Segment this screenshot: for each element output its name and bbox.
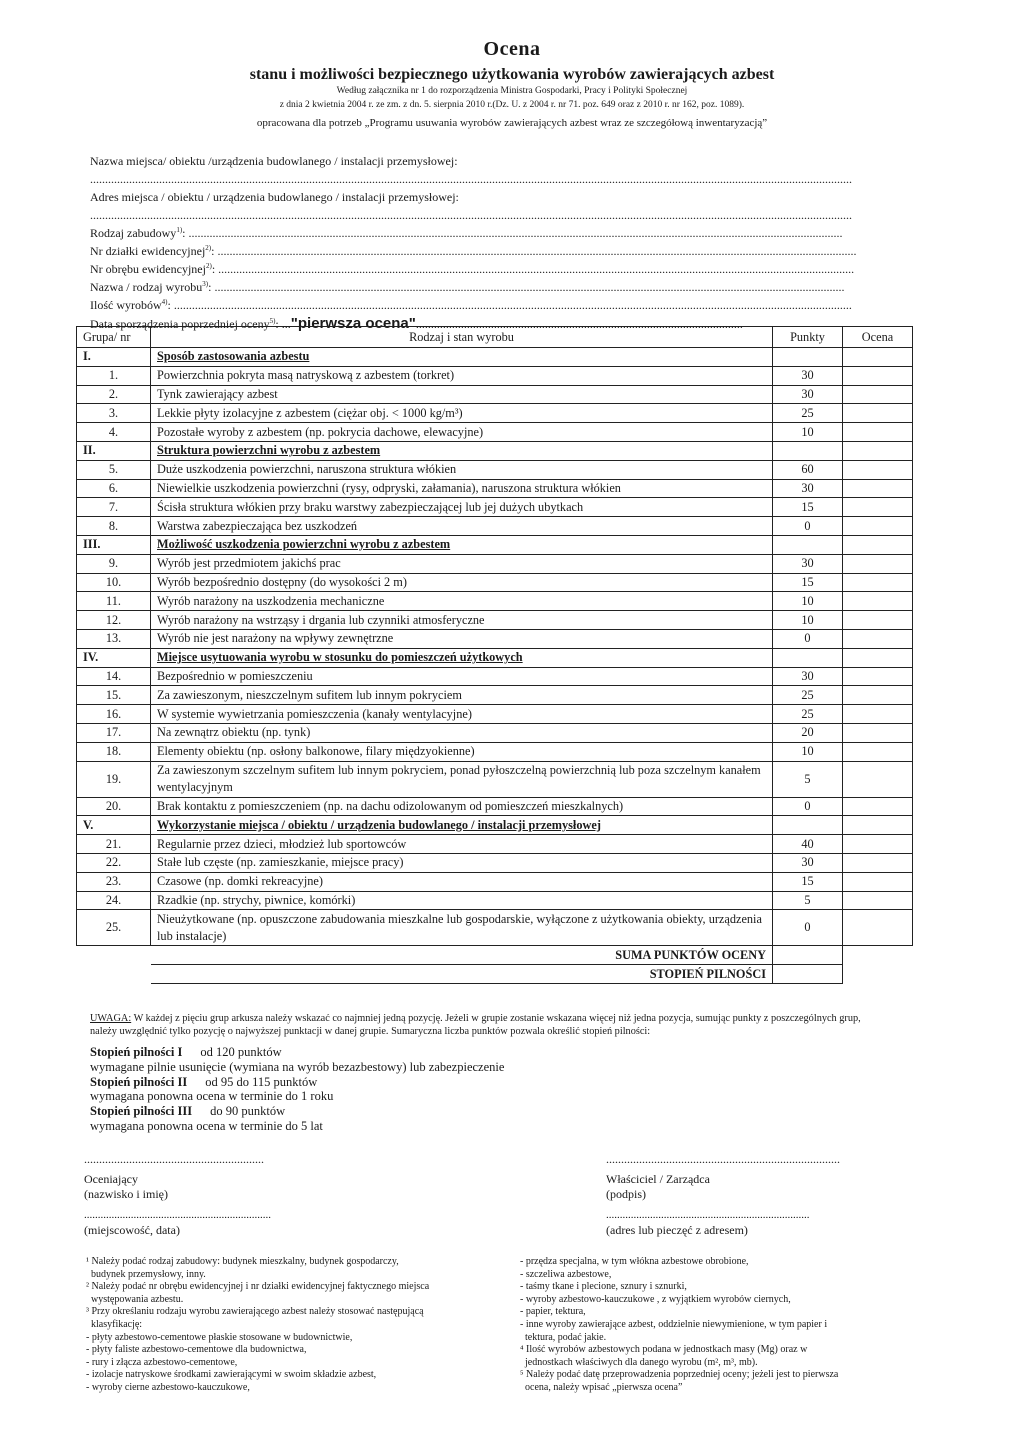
table-row xyxy=(77,742,913,761)
footnote-line: budynek przemysłowy, inny. xyxy=(86,1268,206,1280)
row-rating-cell[interactable] xyxy=(843,705,913,724)
owner-signature-block[interactable] xyxy=(606,1152,840,1238)
footnote-line: ¹ Należy podać rodzaj zabudowy: budynek mieszkalny, budynek gospodarczy, xyxy=(86,1256,399,1267)
row-description: Warstwa zabezpieczająca bez uszkodzeń xyxy=(151,517,773,536)
urgency-label: STOPIEŃ PILNOŚCI xyxy=(151,965,773,984)
row-number: 17. xyxy=(77,723,151,742)
table-row xyxy=(77,554,913,573)
row-points xyxy=(773,348,843,367)
row-number: 2. xyxy=(77,385,151,404)
row-rating-cell[interactable] xyxy=(843,348,913,367)
table-group-row xyxy=(77,348,913,367)
row-rating-cell[interactable] xyxy=(843,667,913,686)
row-points: 30 xyxy=(773,366,843,385)
column-header-rating: Ocena xyxy=(843,327,913,348)
footnote-line: ⁵ Należy podać datę przeprowadzenia poprzedniej oceny; jeżeli jest to pierwsza xyxy=(520,1369,839,1381)
row-number: 4. xyxy=(77,423,151,442)
site-name-dotted-line: .............................................................................................................................................................................................................................................................. xyxy=(90,172,852,186)
footnote-line: - wyroby cierne azbestowo-kauczukowe, xyxy=(86,1381,250,1393)
table-row xyxy=(77,460,913,479)
row-number: 11. xyxy=(77,592,151,611)
footnote-ref: 1) xyxy=(176,226,183,234)
row-number: 1. xyxy=(77,366,151,385)
table-row xyxy=(77,891,913,910)
row-rating-cell[interactable] xyxy=(843,891,913,910)
row-rating-cell[interactable] xyxy=(843,385,913,404)
row-rating-cell[interactable] xyxy=(843,797,913,816)
row-points: 10 xyxy=(773,592,843,611)
row-description: Duże uszkodzenia powierzchni, naruszona struktura włókien xyxy=(151,460,773,479)
row-description: Rzadkie (np. strychy, piwnice, komórki) xyxy=(151,891,773,910)
row-rating-cell[interactable] xyxy=(843,816,913,835)
footnote-line: ⁴ Ilość wyrobów azbestowych podana w jednostkach masy (Mg) oraz w xyxy=(520,1344,808,1356)
row-description: W systemie wywietrzania pomieszczenia (kanały wentylacyjne) xyxy=(151,705,773,724)
footnote-line: ³ Przy określaniu rodzaju wyrobu zawierającego azbest należy stosować następującą xyxy=(86,1306,424,1318)
row-rating-cell[interactable] xyxy=(843,366,913,385)
row-number: 20. xyxy=(77,797,151,816)
row-description: Wyrób nie jest narażony na wpływy zewnętrzne xyxy=(151,629,773,648)
row-description: Nieużytkowane (np. opuszczone zabudowania mieszkalne lub gospodarskie, wyłączone z użytkowania obiekty, urządzenia lub instalacje) xyxy=(151,910,773,946)
row-rating-cell[interactable] xyxy=(843,910,913,946)
row-description: Powierzchnia pokryta masą natryskową z azbestem (torkret) xyxy=(151,366,773,385)
footnote-line: ocena, należy wpisać „pierwsza ocena” xyxy=(520,1381,683,1393)
row-points: 30 xyxy=(773,853,843,872)
row-description: Wyrób bezpośrednio dostępny (do wysokości 2 m) xyxy=(151,573,773,592)
row-rating-cell[interactable] xyxy=(843,592,913,611)
row-number: 19. xyxy=(77,761,151,797)
owner-address-label: (adres lub pieczęć z adresem) xyxy=(606,1223,748,1237)
previous-assessment-date-value: "pierwsza ocena" xyxy=(290,315,416,332)
row-rating-cell[interactable] xyxy=(843,611,913,630)
table-row xyxy=(77,385,913,404)
row-points xyxy=(773,535,843,554)
owner-hint: (podpis) xyxy=(606,1187,646,1201)
site-address-label: Adres miejsca / obiektu / urządzenia budowlanego / instalacji przemysłowej: xyxy=(90,190,459,204)
row-rating-cell[interactable] xyxy=(843,554,913,573)
row-description: Na zewnątrz obiektu (np. tynk) xyxy=(151,723,773,742)
signature-dotted-line: .............................................................................. xyxy=(606,1152,840,1166)
row-description: Czasowe (np. domki rekreacyjne) xyxy=(151,872,773,891)
row-description: Wykorzystanie miejsca / obiektu / urządzenia budowlanego / instalacji przemysłowej xyxy=(151,816,773,835)
row-description: Struktura powierzchni wyrobu z azbestem xyxy=(151,441,773,460)
row-number: 24. xyxy=(77,891,151,910)
footnotes-right xyxy=(520,1256,930,1395)
level-3-heading: Stopień pilności III do 90 punktów xyxy=(90,1104,286,1119)
table-row xyxy=(77,723,913,742)
row-number: 12. xyxy=(77,611,151,630)
table-body xyxy=(77,348,913,946)
row-rating-cell[interactable] xyxy=(843,498,913,517)
row-points: 10 xyxy=(773,742,843,761)
column-header-points: Punkty xyxy=(773,327,843,348)
row-description: Za zawieszonym szczelnym sufitem lub innym pokryciem, ponad pyłoszczelną powierzchnią lub poza szczelnym kanałem wentylacyjnym xyxy=(151,761,773,797)
column-header-type: Rodzaj i stan wyrobu xyxy=(151,327,773,348)
row-description: Wyrób narażony na uszkodzenia mechaniczne xyxy=(151,592,773,611)
footnote-ref: 2) xyxy=(205,262,212,270)
precinct-number-label: Nr obrębu ewidencyjnej xyxy=(90,262,206,276)
building-type-label: Rodzaj zabudowy xyxy=(90,226,177,240)
row-number: 15. xyxy=(77,686,151,705)
footnote-line: - taśmy tkane i plecione, sznury i sznurki, xyxy=(520,1281,687,1293)
building-type-field[interactable]: Rodzaj zabudowy$^{1)}$: .......................................................................................................................................................................................................................... xyxy=(90,226,843,240)
row-rating-cell[interactable] xyxy=(843,460,913,479)
signature-dotted-line: .......................................................................... xyxy=(606,1209,810,1221)
row-number: II. xyxy=(77,441,151,460)
row-points: 15 xyxy=(773,872,843,891)
footnote-line: - wyroby azbestowo-kauczukowe , z wyjątkiem wyrobów ciernych, xyxy=(520,1293,791,1305)
row-description: Wyrób jest przedmiotem jakichś prac xyxy=(151,554,773,573)
plot-number-field[interactable]: Nr działki ewidencyjnej$^{2)}$: ..................................................................................................................................................................................................................... xyxy=(90,244,857,258)
row-rating-cell[interactable] xyxy=(843,853,913,872)
level-3-action: wymagana ponowna ocena w terminie do 5 lat xyxy=(90,1118,323,1133)
urgency-levels xyxy=(90,1045,504,1134)
row-rating-cell[interactable] xyxy=(843,517,913,536)
assessor-label: Oceniający xyxy=(84,1172,138,1186)
previous-assessment-date-field[interactable]: Data sporządzenia poprzedniej oceny$^{5)}$: ..."pierwsza ocena"............................................................................................................. xyxy=(90,315,743,332)
row-points: 10 xyxy=(773,611,843,630)
sum-label: SUMA PUNKTÓW OCENY xyxy=(151,946,773,965)
row-number: 14. xyxy=(77,667,151,686)
footnote-line: - izolacje natryskowe środkami zawierającymi w swoim składzie azbest, xyxy=(86,1369,377,1381)
table-group-row xyxy=(77,535,913,554)
row-description: Bezpośrednio w pomieszczeniu xyxy=(151,667,773,686)
row-number: 6. xyxy=(77,479,151,498)
footnote-line: - płyty faliste azbestowo-cementowe dla budownictwa, xyxy=(86,1344,307,1356)
row-number: I. xyxy=(77,348,151,367)
row-number: 21. xyxy=(77,835,151,854)
table-row xyxy=(77,498,913,517)
row-points: 5 xyxy=(773,761,843,797)
prepared-for-line: opracowana dla potrzeb „Programu usuwania wyrobów zawierających azbest wraz ze szczegółową inwentaryzacją” xyxy=(256,117,768,129)
legal-basis-line-2: z dnia 2 kwietnia 2004 r. ze zm. z dn. 5. sierpnia 2010 r.(Dz. U. z 2004 r. nr 71. poz. 649 oraz z 2010 r. nr 162, poz. 1089). xyxy=(279,100,745,110)
table-row xyxy=(77,611,913,630)
row-number: 18. xyxy=(77,742,151,761)
note-paragraph xyxy=(90,1012,890,1038)
row-description: Lekkie płyty izolacyjne z azbestem (ciężar obj. < 1000 kg/m³) xyxy=(151,404,773,423)
row-rating-cell[interactable] xyxy=(843,872,913,891)
row-rating-cell[interactable] xyxy=(843,535,913,554)
level-1-heading: Stopień pilności I od 120 punktów xyxy=(90,1045,282,1059)
row-number: 5. xyxy=(77,460,151,479)
row-points: 30 xyxy=(773,554,843,573)
column-header-group: Grupa/ nr xyxy=(77,327,151,348)
row-description: Tynk zawierający azbest xyxy=(151,385,773,404)
row-points: 30 xyxy=(773,385,843,404)
table-row xyxy=(77,479,913,498)
table-row xyxy=(77,761,913,797)
table-row xyxy=(77,423,913,442)
row-points: 10 xyxy=(773,423,843,442)
row-description: Stałe lub częste (np. zamieszkanie, miejsce pracy) xyxy=(151,853,773,872)
note-label: UWAGA: xyxy=(90,1013,132,1024)
row-points: 0 xyxy=(773,629,843,648)
footnote-line: - rury i złącza azbestowo-cementowe, xyxy=(86,1356,238,1368)
row-rating-cell[interactable] xyxy=(843,629,913,648)
row-number: 13. xyxy=(77,629,151,648)
quantity-field[interactable]: Ilość wyrobów$^{4)}$: .................................................................................................................................................................................................................................. xyxy=(90,298,852,312)
row-points: 25 xyxy=(773,705,843,724)
footnote-ref: 2) xyxy=(205,244,212,252)
footnote-line: ² Należy podać nr obrębu ewidencyjnej i nr działki ewidencyjnej faktycznego miejsca xyxy=(86,1281,430,1293)
quantity-label: Ilość wyrobów xyxy=(90,298,162,312)
product-name-label: Nazwa / rodzaj wyrobu xyxy=(90,280,203,294)
row-number: 25. xyxy=(77,910,151,946)
owner-label: Właściciel / Zarządca xyxy=(606,1172,710,1186)
table-row xyxy=(77,686,913,705)
sum-row xyxy=(77,946,913,965)
urgency-row xyxy=(77,965,913,984)
row-points: 15 xyxy=(773,498,843,517)
row-points: 20 xyxy=(773,723,843,742)
footnotes-left xyxy=(86,1256,516,1395)
table-row xyxy=(77,629,913,648)
table-group-row xyxy=(77,648,913,667)
row-number: 16. xyxy=(77,705,151,724)
row-number: 10. xyxy=(77,573,151,592)
table-group-row xyxy=(77,816,913,835)
row-points: 25 xyxy=(773,686,843,705)
footnote-line: jednostkach właściwych dla danego wyrobu (m², m³, mb). xyxy=(520,1356,758,1368)
document-subtitle: stanu i możliwości bezpiecznego użytkowania wyrobów zawierających azbest xyxy=(249,66,775,83)
table-group-row xyxy=(77,441,913,460)
table-row xyxy=(77,404,913,423)
assessor-hint: (nazwisko i imię) xyxy=(84,1187,168,1201)
row-points: 0 xyxy=(773,517,843,536)
plot-number-label: Nr działki ewidencyjnej xyxy=(90,244,206,258)
row-rating-cell[interactable] xyxy=(843,573,913,592)
row-points: 60 xyxy=(773,460,843,479)
table-row xyxy=(77,910,913,946)
row-rating-cell[interactable] xyxy=(843,404,913,423)
footnote-line: - szczeliwa azbestowe, xyxy=(520,1268,612,1280)
signature-dotted-line: ............................................................ xyxy=(84,1152,264,1166)
site-name-field[interactable] xyxy=(90,154,916,169)
row-rating-cell[interactable] xyxy=(843,648,913,667)
footnote-line: - inne wyroby zawierające azbest, oddzielnie niewymienione, w tym papier i xyxy=(520,1318,828,1330)
row-rating-cell[interactable] xyxy=(843,835,913,854)
row-description: Możliwość uszkodzenia powierzchni wyrobu z azbestem xyxy=(151,535,773,554)
row-rating-cell[interactable] xyxy=(843,441,913,460)
legal-basis-line-1: Według załącznika nr 1 do rozporządzenia Ministra Gospodarki, Pracy i Polityki Społecznej xyxy=(336,86,688,96)
table-row xyxy=(77,705,913,724)
site-address-field[interactable] xyxy=(90,190,916,205)
previous-assessment-date-label: Data sporządzenia poprzedniej oceny xyxy=(90,317,270,331)
urgency-value-cell[interactable] xyxy=(773,965,843,984)
place-date-label: (miejscowość, data) xyxy=(84,1223,180,1237)
footnote-line: - papier, tektura, xyxy=(520,1306,586,1318)
product-name-field[interactable]: Nazwa / rodzaj wyrobu$^{3)}$: .................................................................................................................................................................................................................. xyxy=(90,280,845,294)
signature-dotted-line: .................................................................... xyxy=(84,1209,271,1221)
footnote-line: - płyty azbestowo-cementowe płaskie stosowane w budownictwie, xyxy=(86,1331,353,1343)
row-points: 0 xyxy=(773,910,843,946)
row-points: 5 xyxy=(773,891,843,910)
footnote-line: klasyfikację: xyxy=(86,1318,143,1330)
footnote-ref: 4) xyxy=(161,298,168,306)
row-rating-cell[interactable] xyxy=(843,423,913,442)
assessment-table xyxy=(76,326,913,984)
row-points: 25 xyxy=(773,404,843,423)
table-row xyxy=(77,592,913,611)
table-row xyxy=(77,366,913,385)
row-number: 7. xyxy=(77,498,151,517)
row-description: Miejsce usytuowania wyrobu w stosunku do pomieszczeń użytkowych xyxy=(151,648,773,667)
note-text: W każdej z pięciu grup arkusza należy wskazać co najmniej jedną pozycję. Jeżeli w grupie zostanie wskazana więcej niż jedna pozycja, sumując punkty z poszczególnych grup, należy uwzględnić tylko pozycję o najwyższej punktacji w danej grupie. Sumaryczna liczba punktów pozwala określić stopień pilności: xyxy=(90,1013,861,1037)
site-name-label: Nazwa miejsca/ obiektu /urządzenia budowlanego / instalacji przemysłowej: xyxy=(90,154,458,168)
row-rating-cell[interactable] xyxy=(843,686,913,705)
row-description: Wyrób narażony na wstrząsy i drgania lub czynniki atmosferyczne xyxy=(151,611,773,630)
level-2-action: wymagana ponowna ocena w terminie do 1 roku xyxy=(90,1089,334,1104)
row-points xyxy=(773,648,843,667)
table-row xyxy=(77,517,913,536)
row-description: Sposób zastosowania azbestu xyxy=(151,348,773,367)
row-description: Niewielkie uszkodzenia powierzchni (rysy, odpryski, załamania), naruszona struktura włókien xyxy=(151,479,773,498)
row-number: IV. xyxy=(77,648,151,667)
row-points: 15 xyxy=(773,573,843,592)
row-description: Pozostałe wyroby z azbestem (np. pokrycia dachowe, elewacyjne) xyxy=(151,423,773,442)
row-points: 30 xyxy=(773,667,843,686)
table-row xyxy=(77,797,913,816)
table-row xyxy=(77,835,913,854)
row-description: Brak kontaktu z pomieszczeniem (np. na dachu odizolowanym od pomieszczeń mieszkalnych) xyxy=(151,797,773,816)
precinct-number-field[interactable]: Nr obrębu ewidencyjnej$^{2)}$: .................................................................................................................................................................................................................... xyxy=(90,262,855,276)
sum-value-cell[interactable] xyxy=(773,946,843,965)
footnote-line: - przędza specjalna, w tym włókna azbestowe obrobione, xyxy=(520,1256,749,1267)
row-number: 9. xyxy=(77,554,151,573)
site-address-dotted-line: .............................................................................................................................................................................................................................................................. xyxy=(90,208,852,222)
footnote-ref: 3) xyxy=(202,280,209,288)
row-description: Elementy obiektu (np. osłony balkonowe, filary międzyokienne) xyxy=(151,742,773,761)
row-rating-cell[interactable] xyxy=(843,761,913,797)
row-number: III. xyxy=(77,535,151,554)
row-number: 23. xyxy=(77,872,151,891)
row-points xyxy=(773,441,843,460)
row-description: Za zawieszonym, nieszczelnym sufitem lub innym pokryciem xyxy=(151,686,773,705)
footnote-line: występowania azbestu. xyxy=(86,1293,184,1305)
row-rating-cell[interactable] xyxy=(843,479,913,498)
row-points: 30 xyxy=(773,479,843,498)
row-description: Ścisła struktura włókien przy braku warstwy zabezpieczającej lub jej dużych ubytkach xyxy=(151,498,773,517)
table-row xyxy=(77,872,913,891)
level-2-heading: Stopień pilności II od 95 do 115 punktów xyxy=(90,1074,318,1089)
row-number: V. xyxy=(77,816,151,835)
assessor-signature-block[interactable] xyxy=(84,1152,271,1238)
document-title: Ocena xyxy=(483,38,541,60)
table-row xyxy=(77,667,913,686)
row-points xyxy=(773,816,843,835)
table-row xyxy=(77,573,913,592)
level-1-action: wymagane pilnie usunięcie (wymiana na wyrób bezazbestowy) lub zabezpieczenie xyxy=(90,1059,505,1074)
table-header-row xyxy=(77,327,913,348)
row-description: Regularnie przez dzieci, młodzież lub sportowców xyxy=(151,835,773,854)
row-number: 8. xyxy=(77,517,151,536)
row-points: 0 xyxy=(773,797,843,816)
footnote-line: tektura, podać jakie. xyxy=(520,1331,607,1343)
row-number: 3. xyxy=(77,404,151,423)
row-rating-cell[interactable] xyxy=(843,723,913,742)
footnote-ref: 5) xyxy=(269,317,276,325)
row-rating-cell[interactable] xyxy=(843,742,913,761)
table-row xyxy=(77,853,913,872)
row-number: 22. xyxy=(77,853,151,872)
row-points: 40 xyxy=(773,835,843,854)
